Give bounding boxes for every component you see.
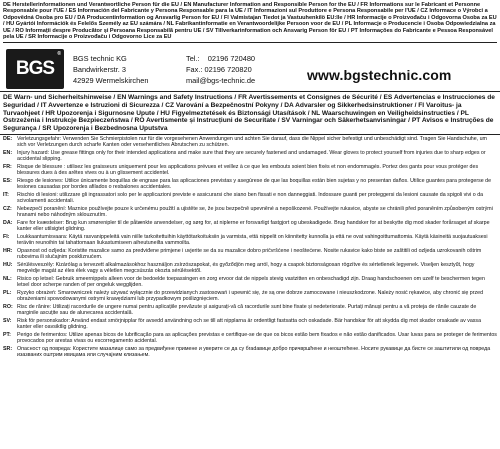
warning-language-code: HU:: [3, 262, 13, 269]
warning-row: [3, 220, 497, 232]
warning-language-code: NL:: [3, 276, 12, 283]
warning-language-code: CZ:: [3, 206, 12, 213]
warning-language-code: IT:: [3, 192, 9, 199]
warning-language-code: DA:: [3, 220, 13, 227]
warning-row: [3, 248, 497, 260]
warning-language-code: PT:: [3, 332, 11, 339]
warning-language-code: EN:: [3, 150, 13, 157]
warning-row: [3, 276, 497, 288]
logo-text: BGS: [15, 58, 55, 80]
warning-text: Injury hazard: Use grease fittings only for their intended applications and make sure that they are securely fastened and undamaged. Wear gloves to protect yourself from injuries due to sharp edges or accidental slipping.: [17, 150, 486, 163]
company-address: [73, 54, 148, 86]
warning-row: [3, 290, 497, 302]
warning-language-code: HR:: [3, 248, 13, 255]
company-contact: [186, 54, 255, 86]
warning-text: Ryzyko obrażeń: Smarowniczek należy używać wyłącznie do przewidzianych zastosowań i upewnić się, że są one dobrze zamocowane i nieuszkodzone. Należy nosić rękawice, aby chronić się przed obrażeniami spowodowanymi ostrymi krawędziami lub przypadkowym poślizgnięciem.: [17, 290, 484, 303]
warning-row: [3, 178, 497, 190]
warning-row: [3, 136, 497, 148]
company-website: www.bgstechnic.com: [307, 67, 452, 84]
warning-row: [3, 234, 497, 246]
company-tel: Tel.: 02196 720480: [186, 54, 256, 64]
warning-text: Verletzungsgefahr: Verwenden Sie Schmierpistolen nur für die vorgesehenen Anwendungen und achten Sie darauf, dass die Nippel sicher befestigt und unbeschädigt sind. Tragen Sie Handschuhe, um sich vor Verletzungen durch scharfe Kanten oder versehentliches Abrutschen zu schützen.: [17, 136, 487, 149]
warning-language-code: RO:: [3, 304, 13, 311]
warning-row: [3, 318, 497, 330]
warning-text: Risc de rănire: Utilizați racordurile de ungere numai pentru aplicațiile prevăzute și asigurați-vă că racordurile sunt bine fixate și nedeteriorate. Purtați mănuși pentru a vă proteja de rănile cauzate de marginile ascuțite sau de alunecarea accidentală.: [17, 304, 477, 317]
bgs-logo: [6, 49, 64, 89]
warning-row: [3, 262, 497, 274]
company-street: Bandwirkerstr. 3: [73, 65, 126, 75]
header-text: DE Herstellerinformationen und Verantwortliche Person für die EU / EN Manufacturer Information and Responsible Person for the EU / FR Informations sur le Fabricant et Personne Responsable pour l'UE / ES Información del Fabricante y Persona Responsable para la UE / IT Informazioni sul Produttore e Persona Responsabile per l'UE / CZ Informace o Výrobci a Odpovědná Osoba pro EU / DA Producentinformation og Ansvarlig Person for EU / FI Valmistajan Tiedot ja Vastuuhenkilö EU:lle / HR Informacije o Proizvođaču i Odgovorna Osoba za EU / HU Gyártói Információk és Felelős Személy az EU számára / NL Fabrikantinformatie en Verantwoordelijke Persoon voor de EU / PL Informacje o Producencie i Osoba Odpowiedzialna za UE / RO Informații despre Producător și Persoana Responsabilă pentru UE / SV Tillverkarinformation och Ansvarig Person för EU / PT Informações do Fabricante e Pessoa Responsável pela UE / SR Informacije o Proizvođaču i Odgovorno Lice za EU: [3, 2, 497, 43]
warning-row: [3, 150, 497, 162]
warning-row: [3, 206, 497, 218]
warning-text: Fare for kvæstelser: Brug kun smørenipler til de påtænkte anvendelser, og sørg for, at niplerne er forsvarligt fastgjort og ubeskadigede. Brug handsker for at beskytte dig mod skader forårsaget af skarpe kanter eller utilsigtet glidning.: [17, 220, 490, 233]
warning-text: Rischio di lesioni: utilizzare gli ingrassatori solo per le applicazioni previste e assicurarsi che siano ben fissati e non danneggiati. Indossare guanti per proteggersi da lesioni causate da spigoli vivi o da scivolamenti accidentali.: [17, 192, 484, 205]
warning-language-code: SV:: [3, 318, 12, 325]
warning-text: Опасност од повреда: Користите мазалице само за предвиђене примене и уверите се да су бradавице добро причвршћене и неоштећене. Носите рукавице да бисте се заштитили од повреда изазваних оштрим ивицама или случајним клизањем.: [17, 346, 491, 359]
warning-text: Loukkaantumisvaara: Käytä rasvanippeleitä vain niille tarkoitettuihin käyttötarkoituksiin ja varmista, että nippelit on kiinnitetty kunnolla ja että ne ovat vahingoittumattomia. Käytä käsineitä suojautuaksesi teräviin reunoihin tai tahattomaan liukastumiseen aiheutuneilta vammoilta.: [17, 234, 488, 247]
warning-text: Risque de blessure : utilisez les graisseurs uniquement pour les applications prévues et veillez à ce que les embouts soient bien fixés et non endommagés. Portez des gants pour vous protéger des blessures dues à des arêtes vives ou à un glissement accidentel.: [17, 164, 479, 177]
warning-language-code: FR:: [3, 164, 12, 171]
registered-mark: ®: [57, 51, 60, 58]
warnings-list: [0, 135, 500, 358]
warning-language-code: DE:: [3, 136, 13, 143]
warning-text: Risk för personskador: Använd endast smörjnipplar för avsedd användning och se till att nipplarna är ordentligt fastsatta och oskadade. Bär handskar för att skydda dig mot skador orsakade av vassa kanter eller oavsiktlig glidning.: [17, 318, 482, 331]
warning-text: Perigo de ferimentos: Utilize apenas bicos de lubrificação para as aplicações previstas e certifique-se de que os bicos estão bem fixados e não estão danificados. Usar luvas para se proteger de ferimentos provocados por arestas vivas ou escorregamento acidental.: [17, 332, 497, 345]
company-mail: mail@bgs-technic.de: [186, 75, 256, 85]
warning-text: Risico op letsel: Gebruik smeernippels alleen voor de bedoelde toepassingen en zorg ervoor dat de nippels stevig vastzitten en onbeschadigd zijn. Draag handschoenen om uzelf te beschermen tegen letsel door scherpe randen of per ongeluk wegglijden.: [17, 276, 485, 289]
company-block: [0, 45, 500, 92]
warning-language-code: PL:: [3, 290, 12, 297]
warning-language-code: ES:: [3, 178, 12, 185]
warning-row: [3, 346, 497, 358]
warning-row: [3, 304, 497, 316]
company-name: BGS technic KG: [73, 54, 127, 64]
company-fax: Fax.: 02196 720820: [186, 65, 252, 75]
warning-language-code: SR:: [3, 346, 13, 353]
warning-language-code: FI:: [3, 234, 10, 241]
warning-text: Opasnost od ozljeda: Koristite mazalice samo za predviđene primjene i uvjerite se da su mazalice dobro pričvršćene i neoštećene. Nosite rukavice kako biste se zaštitili od ozljeda uzrokovanih oštrim rubovima ili slučajnim poskliznućem.: [17, 248, 482, 261]
warnings-title: DE Warn- und Sicherheitshinweise / EN Warnings and Safety Instructions / FR Avertissements et Consignes de Sécurité / ES Advertencias e Instrucciones de Seguridad / IT Avvertenze e Istruzioni di Sicurezza / CZ Varování a Bezpečnostní Pokyny / DA Advarsler og Sikkerhedsinstruktioner / FI Varoitus- ja Turvaohjeet / HR Upozorenja i Sigurnosne Upute / HU Figyelmeztetések és Biztonsági Utasítások / NL Waarschuwingen en Veiligheidsinstructies / PL Ostrzeżenia i Instrukcje Bezpieczeństwa / RO Avertismente și Instrucțiuni de Securitate / SV Varningar och Säkerhetsanvisningar / PT Avisos e Instruções de Segurança / SR Upozorenja i Bezbednosna Uputstva: [0, 92, 500, 135]
company-city: 42929 Wermelskirchen: [73, 75, 149, 85]
warning-text: Sérülésveszély: Kizárólag a tervezett alkalmazásokhoz használjon zsírzószapokat, és győződjön meg arról, hogy a csapok biztonságosan rögzítve és sértetlenek legyenek. Viseljen kesztyűt, hogy megvédje magát az éles élek vagy a véletlen megcsúszás okozta sérülésektől.: [17, 262, 475, 275]
warning-row: [3, 192, 497, 204]
manufacturer-info-header: [0, 0, 500, 45]
warning-row: [3, 332, 497, 344]
warning-text: Nebezpečí poranění: Maznice používejte pouze k určenému použití a ujistěte se, že jsou bezpečně upevněné a nepoškozené. Používejte rukavice, abyste se chránili před poraněním způsobeným ostrými hranami nebo náhodným sklouznutím.: [17, 206, 493, 219]
warning-text: Riesgo de lesiones: Utilice únicamente boquillas de engrase para las aplicaciones previstas y asegúrese de que las boquillas están bien sujetas y no presentan daños. Utilice guantes para protegerse de lesiones causadas por bordes afilados o resbalones accidentales.: [17, 178, 492, 191]
warning-row: [3, 164, 497, 176]
